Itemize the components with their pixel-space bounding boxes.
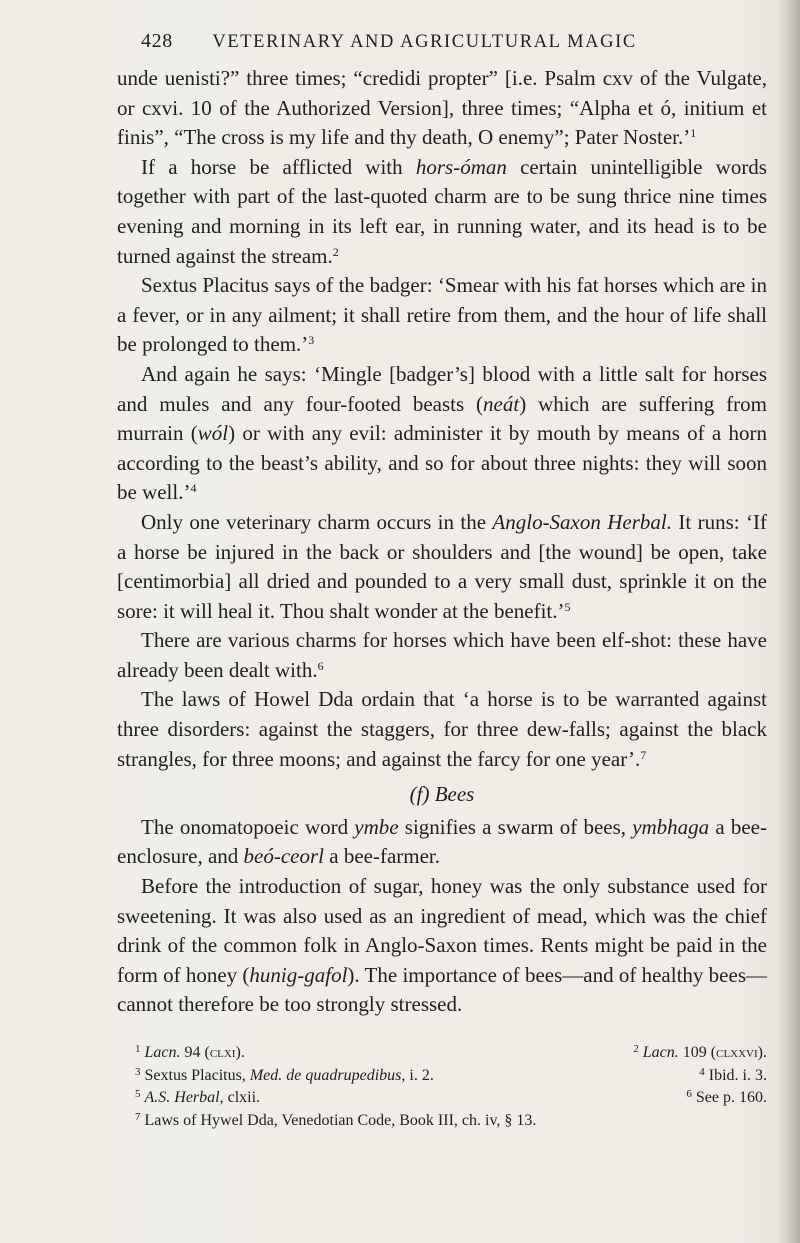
footnote-1: $^1$ Lacn. 94 (clxi). — [135, 1043, 245, 1061]
footnote-row — [117, 1042, 767, 1065]
section-heading — [117, 780, 767, 810]
footnote-3: $^3$ Sextus Placitus, Med. de quadrupedibus, i. 2. — [135, 1065, 434, 1084]
footnote-ref: 5 — [564, 599, 571, 614]
footnote-5: $^5$ A.S. Herbal, clxii. — [135, 1088, 261, 1106]
footnote-4: $^4$ Ibid. i. 3. — [699, 1065, 767, 1084]
paragraph: The laws of Howel Dda ordain that ‘a horse is to be warranted against three disorders: against the staggers, for three dew-falls; against the black strangles, for three moons; and against the farcy for one year’.$^7$ — [117, 687, 767, 771]
page-number: 428 — [141, 30, 173, 52]
footnote-2: $^2$ Lacn. 109 (clxxvi). — [633, 1043, 767, 1061]
paragraph: The onomatopoeic word ymbe signifies a swarm of bees, ymbhaga a bee-enclosure, and beó-ceorl a bee-farmer. — [117, 814, 767, 869]
body-text — [117, 64, 767, 1020]
paragraph: Before the introduction of sugar, honey was the only substance used for sweetening. It was also used as an ingredient of mead, which was the chief drink of the common folk in Anglo-Saxon times. Rents might be paid in the form of honey (hunig-gafol). The importance of bees—and of healthy bees—cannot therefore be too strongly stressed. — [117, 874, 767, 1017]
section-title: Bees — [434, 782, 475, 807]
footnote-6: $^6$ See p. 160. — [686, 1088, 767, 1106]
running-title: VETERINARY AND AGRICULTURAL MAGIC — [212, 32, 637, 52]
running-header — [141, 30, 761, 53]
footnote-7: $^7$ Laws of Hywel Dda, Venedotian Code, Book III, ch. iv, § 13. — [135, 1110, 537, 1129]
footnote-ref: 6 — [317, 658, 324, 673]
section-letter: (f) — [409, 782, 430, 807]
paragraph: Only one veterinary charm occurs in the Anglo-Saxon Herbal. It runs: ‘If a horse be injured in the back or shoulders and [the wound] be open, take [centimorbia] all dried and pounded to a very small dust, sprinkle it on the sore: it will heal it. Thou shalt wonder at the benefit.’$^5$ — [117, 509, 767, 623]
footnote-row — [117, 1087, 767, 1110]
footnote-ref: 7 — [640, 747, 647, 762]
paragraph: If a horse be afflicted with hors-óman certain unintelligible words together with part of the last-quoted charm are to be sung thrice nine times evening and morning in its left ear, in running water, and its head is to be turned against the stream.$^2$ — [117, 154, 767, 268]
footnote-ref: 4 — [190, 481, 197, 496]
footnotes — [117, 1042, 767, 1132]
paragraph: unde uenisti?” three times; “credidi propter” [i.e. Psalm cxv of the Vulgate, or cxvi. 10 of the Authorized Version], three times; “Alpha et ó, initium et finis”, “The cross is my life and thy death, O enemy”; Pater Noster.’$^1$ — [117, 66, 767, 150]
page-edge-shadow — [778, 0, 800, 1243]
paragraph: Sextus Placitus says of the badger: ‘Smear with his fat horses which are in a fever, or in any ailment; it shall retire from them, and the hour of life shall be prolonged to them.’$^3$ — [117, 273, 767, 357]
paragraph: And again he says: ‘Mingle [badger’s] blood with a little salt for horses and mules and any four-footed beasts (neát) which are suffering from murrain (wól) or with any evil: administer it by mouth by means of a horn according to the beast’s ability, and so for about three nights: they will soon be well.’$^4$ — [117, 361, 767, 505]
footnote-ref: 3 — [308, 333, 315, 348]
footnote-ref: 1 — [690, 126, 697, 141]
footnote-row — [117, 1065, 767, 1088]
paragraph: There are various charms for horses which have been elf-shot: these have already been dealt with.$^6$ — [117, 628, 767, 682]
footnote-ref: 2 — [332, 244, 339, 259]
